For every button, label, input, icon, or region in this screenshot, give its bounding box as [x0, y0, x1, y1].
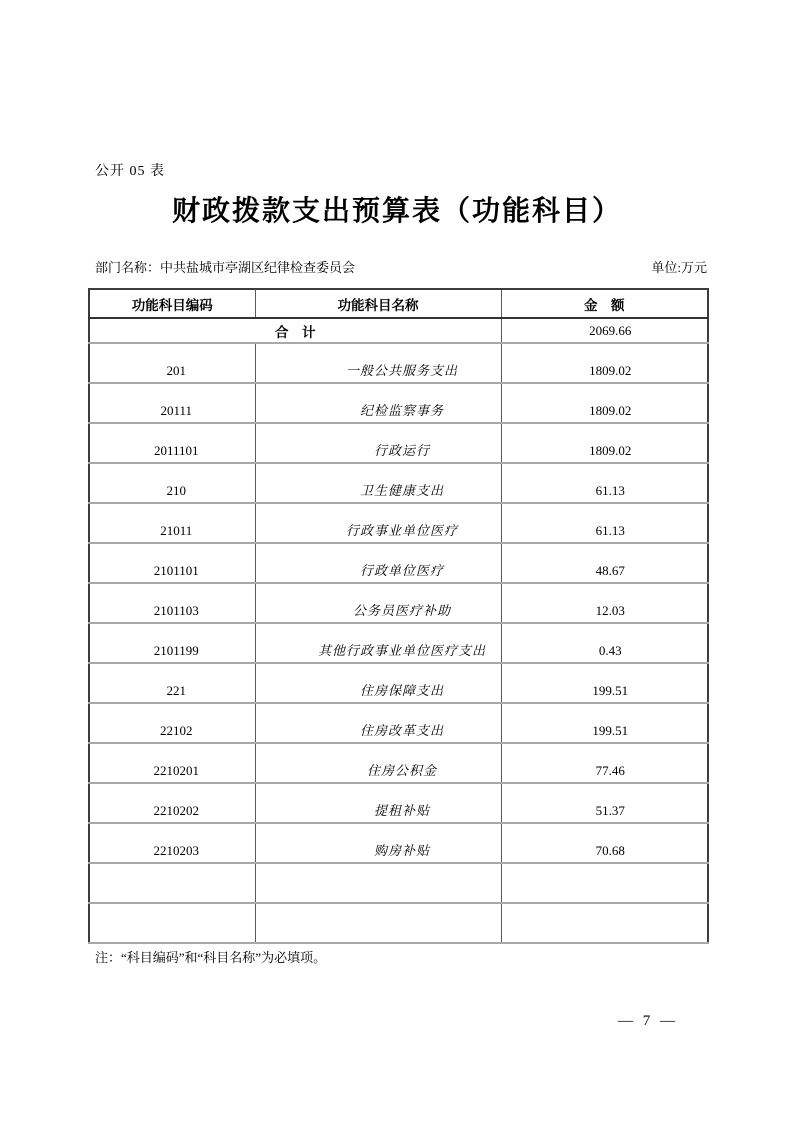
- cell-code: 2101199: [89, 623, 255, 663]
- table-row: [89, 703, 708, 743]
- table-row: [89, 663, 708, 703]
- cell-amount: 61.13: [501, 463, 708, 503]
- cell-amount: [501, 903, 708, 943]
- table-row: [89, 343, 708, 383]
- department-name-label: 部门名称：中共盐城市亭湖区纪律检查委员会: [95, 260, 356, 275]
- cell-amount: 61.13: [501, 503, 708, 543]
- cell-code: 2210202: [89, 783, 255, 823]
- header-code: 功能科目编码: [89, 289, 255, 318]
- table-header-row: [89, 289, 708, 318]
- cell-name: [255, 863, 501, 903]
- cell-name: 行政单位医疗: [255, 543, 501, 583]
- cell-name: 纪检监察事务: [255, 383, 501, 423]
- table-row: [89, 903, 708, 943]
- cell-name: 行政运行: [255, 423, 501, 463]
- table-row: [89, 583, 708, 623]
- cell-amount: 1809.02: [501, 383, 708, 423]
- unit-label: 单位:万元: [651, 260, 707, 275]
- cell-code: 2210203: [89, 823, 255, 863]
- cell-code: 22102: [89, 703, 255, 743]
- cell-amount: [501, 863, 708, 903]
- footnote: 注：“科目编码”和“科目名称”为必填项。: [95, 950, 327, 965]
- cell-amount: 77.46: [501, 743, 708, 783]
- form-number-label: 公开 05 表: [95, 164, 165, 179]
- total-amount: 2069.66: [501, 318, 708, 343]
- table-total-row: [89, 318, 708, 343]
- table-row: [89, 623, 708, 663]
- cell-amount: 12.03: [501, 583, 708, 623]
- cell-code: 20111: [89, 383, 255, 423]
- cell-amount: 0.43: [501, 623, 708, 663]
- cell-name: 其他行政事业单位医疗支出: [255, 623, 501, 663]
- cell-code: [89, 863, 255, 903]
- cell-amount: 70.68: [501, 823, 708, 863]
- table-row: [89, 783, 708, 823]
- cell-code: 21011: [89, 503, 255, 543]
- cell-name: 住房公积金: [255, 743, 501, 783]
- header-amount: 金 额: [501, 289, 708, 318]
- cell-amount: 48.67: [501, 543, 708, 583]
- header-name: 功能科目名称: [255, 289, 501, 318]
- cell-code: 2101101: [89, 543, 255, 583]
- table-meta-row: [95, 257, 707, 276]
- table-row: [89, 543, 708, 583]
- cell-amount: 199.51: [501, 703, 708, 743]
- cell-code: 2101103: [89, 583, 255, 623]
- table-row: [89, 823, 708, 863]
- cell-name: 购房补贴: [255, 823, 501, 863]
- cell-code: [89, 903, 255, 943]
- table-row: [89, 503, 708, 543]
- cell-code: 2011101: [89, 423, 255, 463]
- table-row: [89, 463, 708, 503]
- cell-amount: 199.51: [501, 663, 708, 703]
- page-number: — 7 —: [618, 1013, 678, 1029]
- total-label: 合 计: [89, 318, 501, 343]
- cell-amount: 51.37: [501, 783, 708, 823]
- cell-amount: 1809.02: [501, 423, 708, 463]
- page-title: 财政拨款支出预算表（功能科目）: [171, 196, 622, 227]
- table-row: [89, 743, 708, 783]
- cell-name: [255, 903, 501, 943]
- cell-name: 住房保障支出: [255, 663, 501, 703]
- cell-name: 卫生健康支出: [255, 463, 501, 503]
- cell-code: 210: [89, 463, 255, 503]
- table-row: [89, 383, 708, 423]
- cell-name: 一般公共服务支出: [255, 343, 501, 383]
- table-row: [89, 423, 708, 463]
- cell-name: 提租补贴: [255, 783, 501, 823]
- cell-code: 201: [89, 343, 255, 383]
- cell-name: 住房改革支出: [255, 703, 501, 743]
- cell-code: 221: [89, 663, 255, 703]
- cell-name: 公务员医疗补助: [255, 583, 501, 623]
- table-body: [89, 289, 708, 943]
- budget-table: [88, 288, 709, 944]
- cell-amount: 1809.02: [501, 343, 708, 383]
- cell-name: 行政事业单位医疗: [255, 503, 501, 543]
- table-row: [89, 863, 708, 903]
- cell-code: 2210201: [89, 743, 255, 783]
